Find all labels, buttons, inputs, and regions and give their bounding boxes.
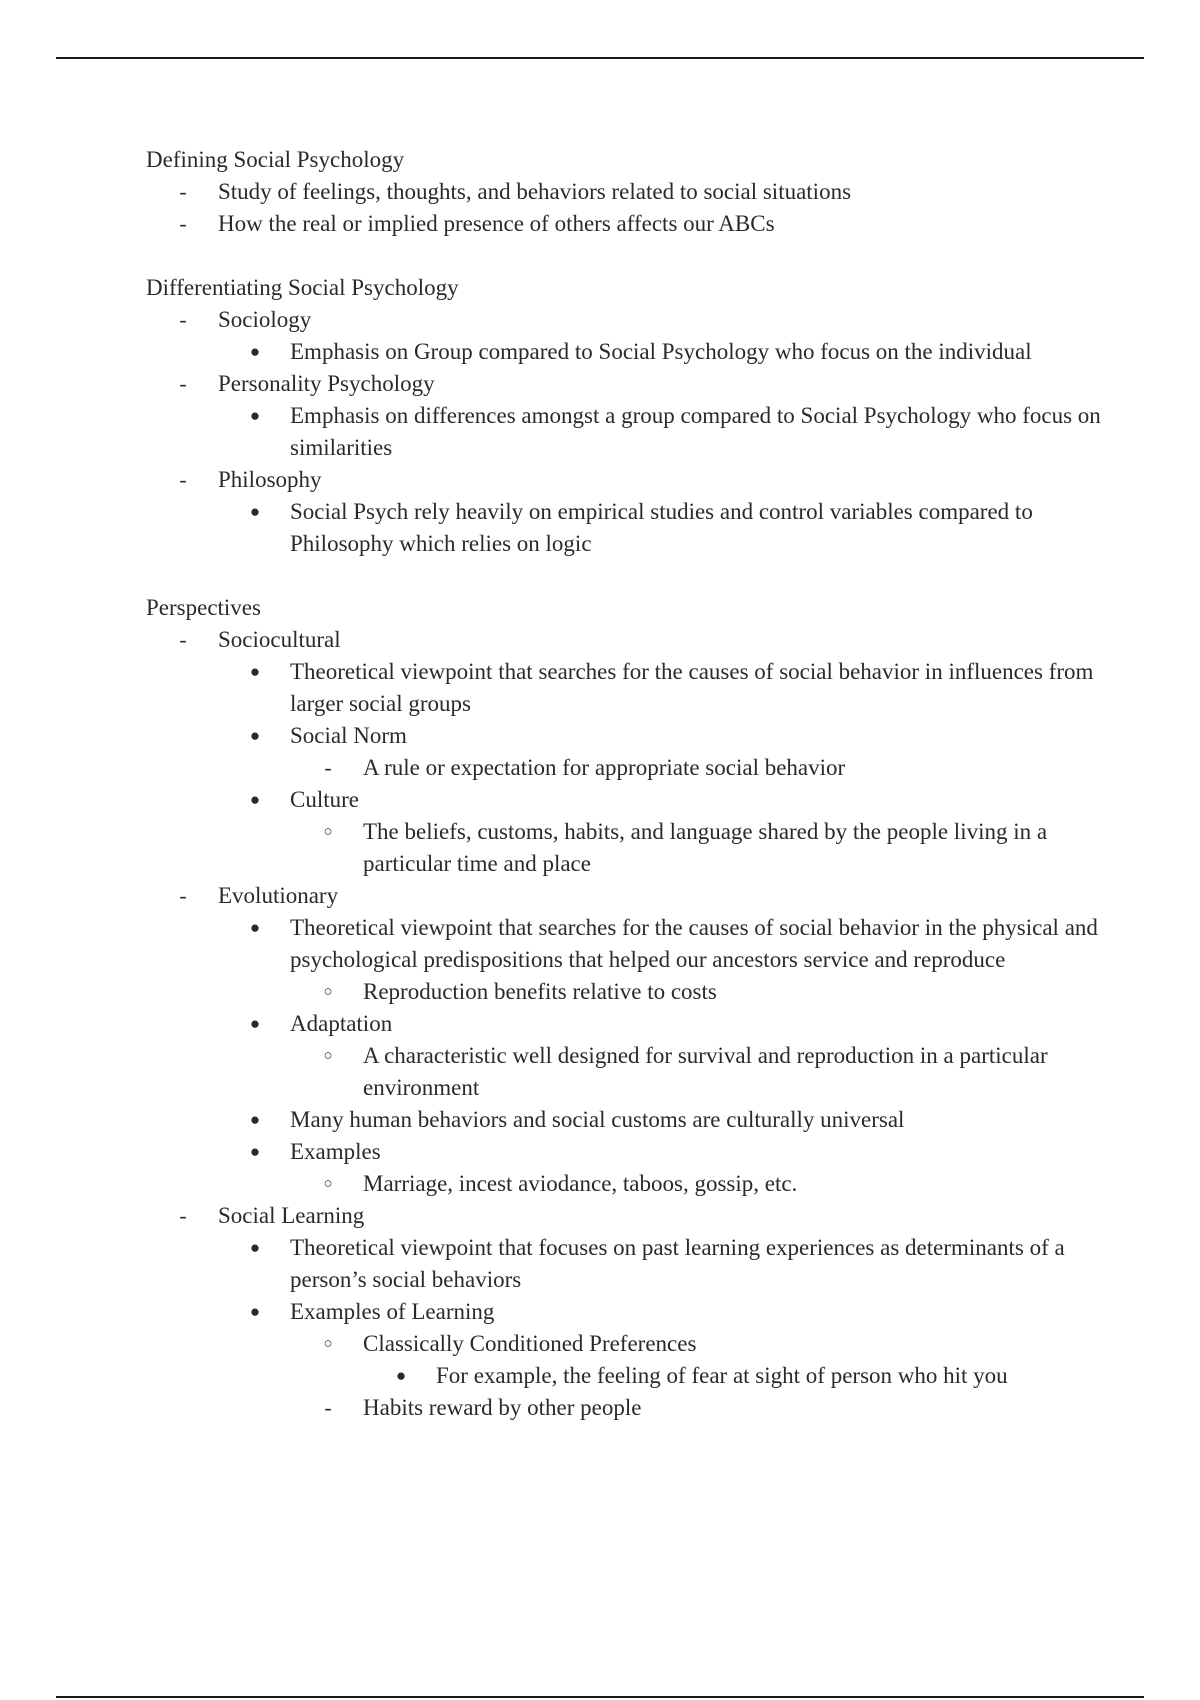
list-item (146, 464, 1116, 496)
dash-marker: - (324, 1395, 332, 1420)
dash-marker: - (324, 755, 332, 780)
bullet-marker: ● (249, 342, 261, 361)
section-heading: Defining Social Psychology (146, 147, 405, 172)
item-text: Examples (290, 1139, 381, 1164)
list-item (146, 656, 1116, 720)
list-item (146, 816, 1116, 880)
circle-marker: ○ (323, 824, 333, 840)
item-text: The beliefs, customs, habits, and language shared by the people living in a particular time and place (363, 819, 1048, 876)
item-text: Emphasis on Group compared to Social Psychology who focus on the individual (290, 339, 1032, 364)
item-text: Personality Psychology (218, 371, 435, 396)
list-item (146, 1232, 1116, 1296)
item-text: Social Psych rely heavily on empirical studies and control variables compared to Philosophy which relies on logic (290, 499, 1033, 556)
list-item (146, 1392, 1116, 1424)
section-defining (146, 144, 1116, 240)
item-text: Habits reward by other people (363, 1395, 642, 1420)
list-item (146, 784, 1116, 816)
dash-marker: - (179, 179, 187, 204)
section-heading: Perspectives (146, 595, 261, 620)
item-text: Classically Conditioned Preferences (363, 1331, 697, 1356)
item-text: Marriage, incest aviodance, taboos, gossip, etc. (363, 1171, 798, 1196)
list-item (146, 1104, 1116, 1136)
list-item (146, 176, 1116, 208)
item-text: Social Norm (290, 723, 407, 748)
item-text: Culture (290, 787, 359, 812)
dash-marker: - (179, 211, 187, 236)
bullet-marker: ● (249, 502, 261, 521)
item-text: How the real or implied presence of others affects our ABCs (218, 211, 775, 236)
item-text: A characteristic well designed for survival and reproduction in a particular environment (363, 1043, 1048, 1100)
list-item (146, 496, 1116, 560)
list-item (146, 368, 1116, 400)
dash-marker: - (179, 883, 187, 908)
list-item (146, 1136, 1116, 1168)
item-text: Sociocultural (218, 627, 341, 652)
item-text: Evolutionary (218, 883, 339, 908)
list-item (146, 1200, 1116, 1232)
list-item (146, 624, 1116, 656)
list-item (146, 976, 1116, 1008)
item-text: Sociology (218, 307, 312, 332)
item-text: Examples of Learning (290, 1299, 495, 1324)
bullet-marker: ● (249, 1238, 261, 1257)
section-heading: Differentiating Social Psychology (146, 275, 459, 300)
circle-marker: ○ (323, 1176, 333, 1192)
bullet-marker: ● (249, 918, 261, 937)
bullet-marker: ● (249, 1302, 261, 1321)
item-text: Theoretical viewpoint that focuses on past learning experiences as determinants of a person’s social behaviors (290, 1235, 1065, 1292)
item-text: Reproduction benefits relative to costs (363, 979, 717, 1004)
item-text: For example, the feeling of fear at sight of person who hit you (436, 1363, 1008, 1388)
item-text: Theoretical viewpoint that searches for the causes of social behavior in influences from larger social groups (290, 659, 1094, 716)
bullet-marker: ● (249, 790, 261, 809)
list-item (146, 912, 1116, 976)
item-text: Many human behaviors and social customs are culturally universal (290, 1107, 905, 1132)
item-text: Adaptation (290, 1011, 393, 1036)
section-perspectives (146, 592, 1116, 1424)
dash-marker: - (179, 371, 187, 396)
bullet-marker: ● (249, 726, 261, 745)
bullet-marker: ● (249, 1110, 261, 1129)
item-text: Study of feelings, thoughts, and behaviors related to social situations (218, 179, 852, 204)
circle-marker: ○ (323, 984, 333, 1000)
list-item (146, 1360, 1116, 1392)
dash-marker: - (179, 307, 187, 332)
bullet-marker: ● (249, 1014, 261, 1033)
bullet-marker: ● (395, 1366, 407, 1385)
section-differentiating (146, 272, 1116, 560)
bullet-marker: ● (249, 406, 261, 425)
list-item (146, 1296, 1116, 1328)
top-rule (56, 57, 1144, 59)
dash-marker: - (179, 627, 187, 652)
item-text: Social Learning (218, 1203, 365, 1228)
list-item (146, 1328, 1116, 1360)
list-item (146, 1168, 1116, 1200)
document-body (146, 144, 1116, 1456)
bottom-rule (56, 1696, 1144, 1698)
list-item (146, 752, 1116, 784)
list-item (146, 304, 1116, 336)
dash-marker: - (179, 1203, 187, 1228)
item-text: Philosophy (218, 467, 322, 492)
item-text: Theoretical viewpoint that searches for the causes of social behavior in the physical and psychological predispositions that helped our ancestors service and reproduce (290, 915, 1098, 972)
list-item (146, 1008, 1116, 1040)
circle-marker: ○ (323, 1048, 333, 1064)
list-item (146, 208, 1116, 240)
dash-marker: - (179, 467, 187, 492)
circle-marker: ○ (323, 1336, 333, 1352)
bullet-marker: ● (249, 1142, 261, 1161)
item-text: A rule or expectation for appropriate social behavior (363, 755, 846, 780)
list-item (146, 336, 1116, 368)
list-item (146, 720, 1116, 752)
list-item (146, 1040, 1116, 1104)
item-text: Emphasis on differences amongst a group compared to Social Psychology who focus on similarities (290, 403, 1101, 460)
bullet-marker: ● (249, 662, 261, 681)
list-item (146, 400, 1116, 464)
list-item (146, 880, 1116, 912)
